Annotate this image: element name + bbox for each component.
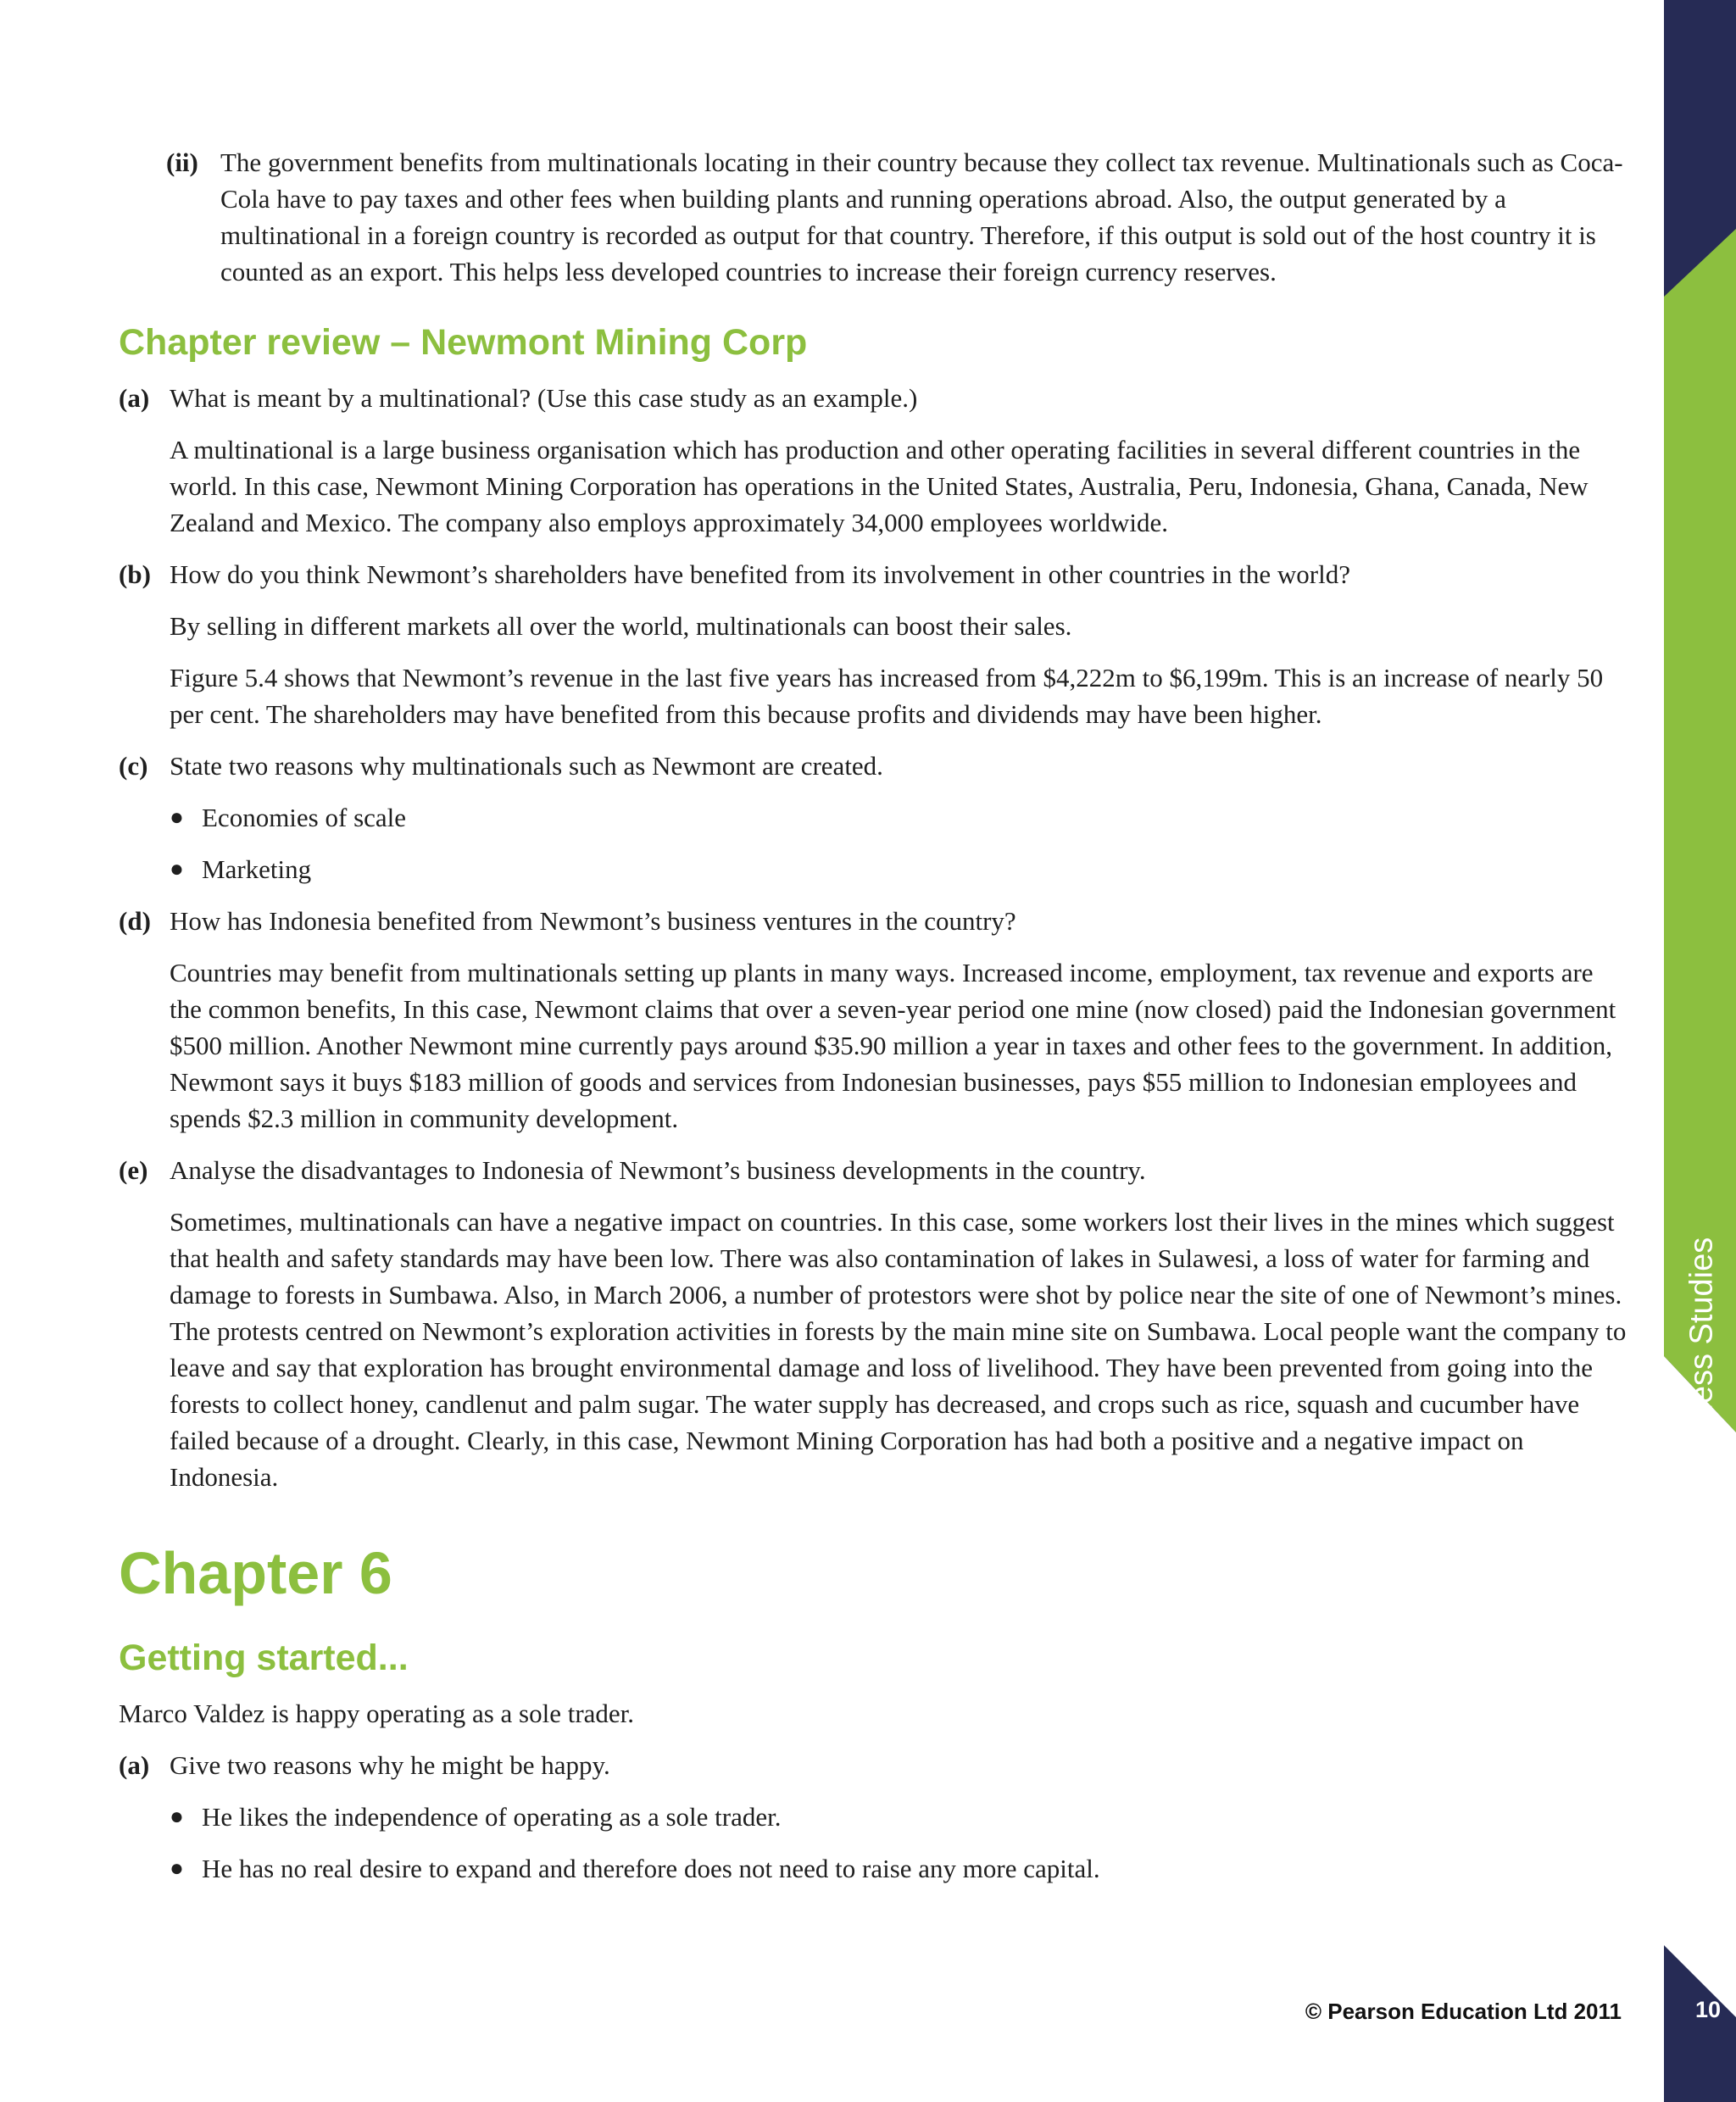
question-text: What is meant by a multinational? (Use this case study as an example.) — [170, 383, 918, 413]
bullet-icon: ● — [170, 1855, 184, 1882]
question-b — [119, 556, 1628, 592]
sidebar-title: Business Studies — [1683, 1237, 1720, 1484]
question-text: Give two reasons why he might be happy. — [170, 1750, 610, 1780]
answer-b-2: Figure 5.4 shows that Newmont’s revenue in the last five years has increased from $4,222m to $6,199m. This is an increase of nearly 50 per cent. The shareholders may have benefited from this because profits and dividends may have been higher. — [170, 663, 1604, 729]
item-ii-text: The government benefits from multinationals locating in their country because they collect tax revenue. Multinationals such as Coca-Cola have to pay taxes and other fees when building plants and running operations abroad. Also, the output generated by a multinational in a foreign country is recorded as output for that country. Therefore, if this output is sold out of the host country it is counted as an export. This helps less developed countries to increase their foreign currency reserves. — [220, 147, 1623, 286]
question-text: State two reasons why multinationals such as Newmont are created. — [170, 751, 883, 781]
question-e — [119, 1152, 1628, 1188]
bullet-item: ● He likes the independence of operating as a sole trader. — [170, 1799, 1628, 1835]
bullet-icon: ● — [170, 804, 184, 831]
page-number: 10 — [1694, 1997, 1721, 2022]
question-label: (d) — [119, 906, 151, 936]
chapter-review-heading: Chapter review – Newmont Mining Corp — [119, 322, 808, 363]
bullet-item: ● He has no real desire to expand and therefore does not need to raise any more capital. — [170, 1850, 1628, 1887]
sidebar-band — [1664, 0, 1736, 2102]
bullet-item: ● Marketing — [170, 851, 1628, 887]
intro-text: Marco Valdez is happy operating as a sole trader. — [119, 1699, 635, 1728]
question-text: Analyse the disadvantages to Indonesia of Newmont’s business developments in the country. — [170, 1155, 1146, 1185]
question-label: (b) — [119, 559, 151, 589]
question-d — [119, 903, 1628, 939]
item-ii — [166, 144, 1628, 290]
copyright: © Pearson Education Ltd 2011 — [1305, 1999, 1622, 2024]
getting-started-heading: Getting started... — [119, 1638, 409, 1678]
question-label: (a) — [119, 1750, 150, 1780]
chapter-title: Chapter 6 — [119, 1540, 392, 1606]
answer-e: Sometimes, multinationals can have a negative impact on countries. In this case, some workers lost their lives in the mines which suggest that health and safety standards may have been low. There was also contamination of lakes in Sulawesi, a loss of water for farming and damage to forests in Sumbawa. Also, in March 2006, a number of protestors were shot by police near the site of one of Newmont’s mines. The protests centred on Newmont’s exploration activities in forests by the main mine site on Sumbawa. Local people want the company to leave and say that exploration has brought environmental damage and loss of livelihood. They have been prevented from going into the forests to collect honey, candlenut and palm sugar. The water supply has decreased, and crops such as rice, squash and cucumber have failed because of a drought. Clearly, in this case, Newmont Mining Corporation has had both a positive and a negative impact on Indonesia. — [170, 1207, 1627, 1492]
question-label: (c) — [119, 751, 148, 781]
bullet-icon: ● — [170, 856, 184, 882]
question-text: How has Indonesia benefited from Newmont’s business ventures in the country? — [170, 906, 1016, 936]
page-content — [119, 144, 1628, 1902]
answer-b-1: By selling in different markets all over the world, multinationals can boost their sales. — [170, 611, 1072, 641]
item-ii-label: (ii) — [166, 147, 198, 177]
question-a — [119, 1747, 1628, 1783]
question-a — [119, 380, 1628, 416]
question-c — [119, 748, 1628, 784]
answer-d: Countries may benefit from multinationals setting up plants in many ways. Increased income, employment, tax revenue and exports are the common benefits, In this case, Newmont claims that over a seven-year period one mine (now closed) paid the Indonesian government $500 million. Another Newmont mine currently pays around $35.90 million a year in taxes and other fees to the government. In addition, Newmont says it buys $183 million of goods and services from Indonesian businesses, pays $55 million to Indonesian employees and spends $2.3 million in community development. — [170, 958, 1616, 1133]
bullet-item: ● Economies of scale — [170, 799, 1628, 836]
question-text: How do you think Newmont’s shareholders have benefited from its involvement in other countries in the world? — [170, 559, 1350, 589]
bullet-icon: ● — [170, 1804, 184, 1830]
question-label: (a) — [119, 383, 150, 413]
question-label: (e) — [119, 1155, 148, 1185]
answer-a: A multinational is a large business organisation which has production and other operating facilities in several different countries in the world. In this case, Newmont Mining Corporation has operations in the United States, Australia, Peru, Indonesia, Ghana, Canada, New Zealand and Mexico. The company also employs approximately 34,000 employees worldwide. — [170, 435, 1589, 537]
